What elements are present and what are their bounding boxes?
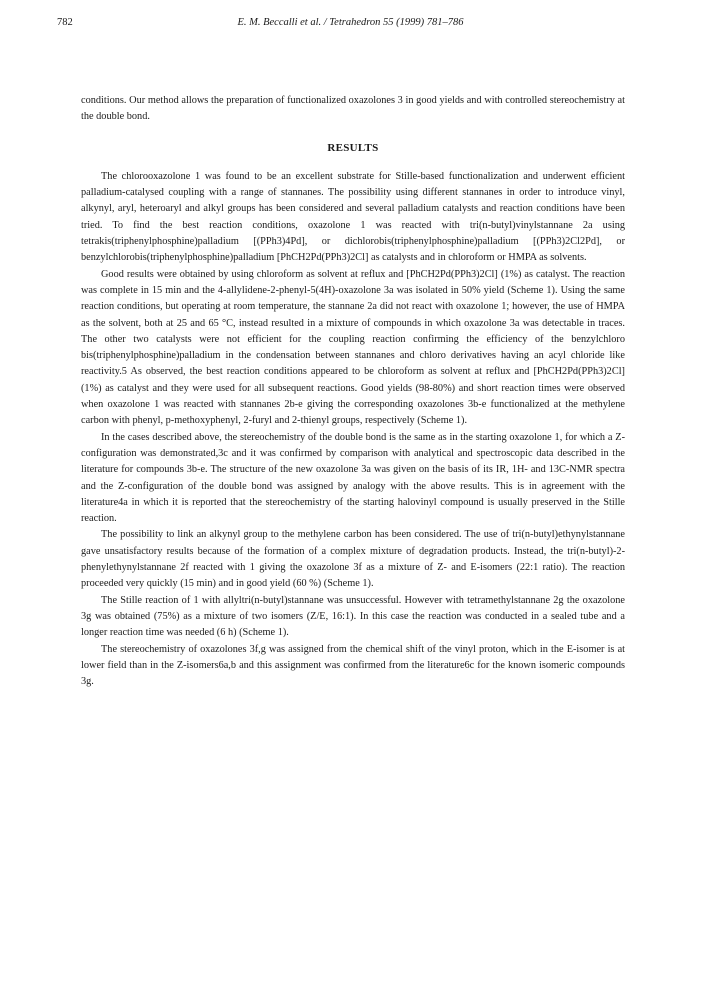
paragraph-text: In the cases described above, the stereochemistry of the double bond is the same as in the starting oxazolone 1, for which a Z-configuration was demonstrated,3c and it was confirmed by comparison with analytical and spectroscopic data described in the literature for compounds 3b-e. The structure of the new oxazolone 3a was given on the basis of its IR, 1H- and 13C-NMR spectra and the Z-configuration of the double bond was assigned by analogy with the above results. This is in agreement with the literature4a in which it is reported that the stereochemistry of the starting halovinyl compound is usually preserved in the Stille reaction. xyxy=(81,431,625,525)
paragraph-text: The possibility to link an alkynyl group to the methylene carbon has been considered. The use of tri(n-butyl)ethynylstannane gave unsatisfactory results because of the formation of a complex mixture of degradation products. Instead, the tri(n-butyl)-2-phenylethynylstannane 2f reacted with 1 giving the oxazolone 3f as a mixture of Z- and E-isomers (22:1 ratio). The reaction proceeded very quickly (15 min) and in good yield (60 %) (Scheme 1). xyxy=(81,529,625,590)
page-number: 782 xyxy=(57,17,73,28)
paragraph xyxy=(81,642,625,691)
journal-reference: E. M. Beccalli et al. / Tetrahedron 55 (1999) 781–786 xyxy=(237,17,464,28)
paragraph-text: The Stille reaction of 1 with allyltri(n-butyl)stannane was unsuccessful. However with tetramethylstannane 2g the oxazolone 3g was obtained (75%) as a mixture of two isomers (Z/E, 16:1). In this case the reaction was conducted in a sealed tube and a longer reaction time was needed (6 h) (Scheme 1). xyxy=(81,594,625,639)
paragraph xyxy=(81,593,625,642)
paragraph xyxy=(81,527,625,592)
section-heading: RESULTS xyxy=(327,141,379,154)
paragraph-continuation xyxy=(81,93,625,126)
paragraph-text: conditions. Our method allows the preparation of functionalized oxazolones 3 in good yields and with controlled stereochemistry at the double bond. xyxy=(81,95,625,123)
paragraph-text: The stereochemistry of oxazolones 3f,g was assigned from the chemical shift of the vinyl proton, which in the E-isomer is at lower field than in the Z-isomers6a,b and this assignment was confirmed from the literature6c for the known isomeric compounds 3g. xyxy=(81,643,625,688)
paragraph-text: The chlorooxazolone 1 was found to be an excellent substrate for Stille-based functionalization and underwent efficient palladium-catalysed coupling with a range of stannanes. The possibility using different stannanes in order to introduce vinyl, alkynyl, aryl, heteroaryl and alkyl groups has been considered and several palladium catalysts and reaction conditions have been tried. To find the best reaction conditions, oxazolone 1 was reacted with tri(n-butyl)vinylstannane 2a using tetrakis(triphenylphosphine)palladium [(PPh3)4Pd], or dichlorobis(triphenylphosphine)palladium [(PPh3)2Cl2Pd], or benzylchlorobis(triphenylphosphine)palladium [PhCH2Pd(PPh3)2Cl] as catalysts and in chloroform or HMPA as solvents. xyxy=(81,170,625,264)
paragraph xyxy=(81,169,625,267)
paragraph xyxy=(81,267,625,430)
body-text xyxy=(81,93,625,690)
running-head xyxy=(57,17,644,33)
paragraph-text: Good results were obtained by using chloroform as solvent at reflux and [PhCH2Pd(PPh3)2Cl] (1%) as catalyst. The reaction was complete in 15 min and the 4-allylidene-2-phenyl-5(4H)-oxazolone 3a was isolated in 50% yield (Scheme 1). Using the same reaction conditions, but operating at room temperature, the stannane 2a did not react with oxazolone 1; however, the use of HMPA as the solvent, both at 25 and 65 °C, instead resulted in a mixture of compounds in which oxazolone 3a was detectable in traces. The other two catalysts were not efficient for the coupling reaction confirming the efficiency of the benzylchloro bis(triphenylphosphine)palladium in the condensation between stannanes and chloro derivatives having an acyl chloride like reactivity.5 As observed, the best reaction conditions appeared to be chloroform as solvent at reflux and [PhCH2Pd(PPh3)2Cl] (1%) as catalyst and they were used for all subsequent reactions. Good yields (98-80%) and short reaction times were observed when oxazolone 1 was reacted with stannanes 2b-e giving the corresponding oxazolones 3b-e functionalized at the methylene carbon with phenyl, p-methoxyphenyl, 2-furyl and 2-thienyl groups, respectively (Scheme 1). xyxy=(81,268,625,427)
paragraph xyxy=(81,430,625,528)
